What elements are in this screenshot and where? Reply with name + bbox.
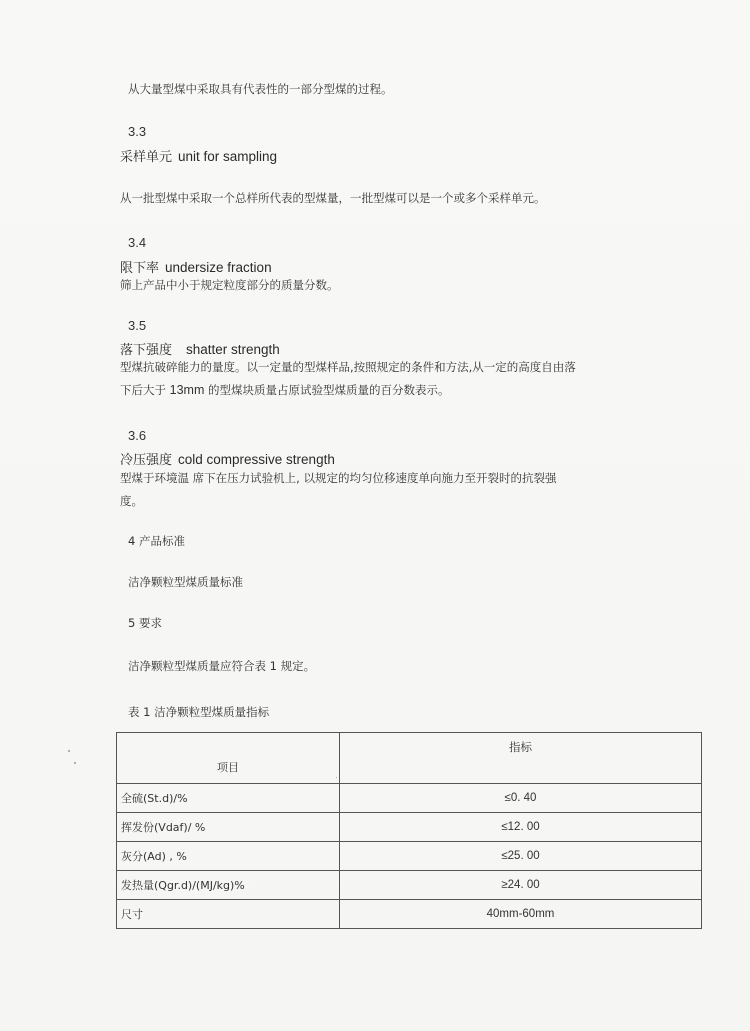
table-row xyxy=(117,900,702,929)
table-row xyxy=(117,871,702,900)
section-3-3-term-en: unit for sampling xyxy=(178,149,278,164)
section-3-6-term-en: cold compressive strength xyxy=(178,452,335,467)
table-cell-value: 40mm-60mm xyxy=(340,900,702,929)
section-3-4-term-zh: 限下率 xyxy=(120,261,160,276)
table-cell-value: ≥24. 00 xyxy=(340,871,702,900)
table-cell-value: ≤25. 00 xyxy=(340,842,702,871)
table-cell-item: 灰分(Ad) , % xyxy=(117,842,340,871)
section-3-3-definition: 从一批型煤中采取一个总样所代表的型煤量，一批型煤可以是一个或多个采样单元。 xyxy=(120,191,546,205)
section-3-5-number: 3.5 xyxy=(128,318,147,333)
table-cell-item: 尺寸 xyxy=(117,900,340,929)
section-3-5-term-zh: 落下强度 xyxy=(120,343,173,358)
section-3-6-term xyxy=(120,449,335,468)
section-3-5-definition xyxy=(120,356,640,402)
intro-text: 从大量型煤中采取具有代表性的一部分型煤的过程。 xyxy=(128,82,393,96)
section-3-4-term-en: undersize fraction xyxy=(165,260,272,275)
section-4-heading: 4 产品标准 xyxy=(128,534,185,548)
section-3-6-term-zh: 冷压强度 xyxy=(120,453,173,468)
table-row xyxy=(117,842,702,871)
table-caption: 表 1 洁净颗粒型煤质量指标 xyxy=(128,705,270,719)
table-cell-item: 发热量(Qgr.d)/(MJ/kg)% xyxy=(117,871,340,900)
table-header-item: 项目 xyxy=(117,733,340,784)
section-4-body: 洁净颗粒型煤质量标准 xyxy=(128,575,243,589)
table-cell-value: ≤0. 40 xyxy=(340,784,702,813)
section-3-5-def-size: 13mm xyxy=(169,383,205,397)
table-row xyxy=(117,784,702,813)
table-row xyxy=(117,813,702,842)
section-3-3-number: 3.3 xyxy=(128,124,147,139)
section-3-4-definition: 筛上产品中小于规定粒度部分的质量分数。 xyxy=(120,278,339,292)
section-3-6-definition xyxy=(120,467,640,513)
section-3-5-def-part-b: 的型煤块质量占原试验型煤质量的百分数表示。 xyxy=(208,383,450,397)
section-3-3-term xyxy=(120,146,277,165)
section-3-3-term-zh: 采样单元 xyxy=(120,150,173,165)
section-3-5-definition-line-2 xyxy=(120,379,640,402)
section-3-5-term-en: shatter strength xyxy=(186,342,280,357)
table-cell-value: ≤12. 00 xyxy=(340,813,702,842)
table-header-value: 指标 xyxy=(340,733,702,784)
section-3-5-def-part-a: 下后大于 xyxy=(120,383,166,397)
section-3-6-definition-line-2: 度。 xyxy=(120,494,143,508)
scan-speck xyxy=(74,762,76,764)
section-3-5-definition-line-1: 型煤抗破碎能力的量度。以一定量的型煤样品,按照规定的条件和方法,从一定的高度自由落 xyxy=(120,360,576,374)
scan-speck xyxy=(68,750,70,752)
quality-table-grid xyxy=(116,732,702,929)
scan-speck xyxy=(336,777,337,778)
table-cell-item: 挥发份(Vdaf)/ % xyxy=(117,813,340,842)
quality-table xyxy=(116,732,702,921)
table-header-row xyxy=(117,733,702,784)
table-cell-item: 全硫(St.d)/% xyxy=(117,784,340,813)
section-3-4-number: 3.4 xyxy=(128,235,147,250)
section-5-heading: 5 要求 xyxy=(128,616,162,630)
section-3-6-number: 3.6 xyxy=(128,428,147,443)
section-5-body: 洁净颗粒型煤质量应符合表 1 规定。 xyxy=(128,659,316,673)
section-3-6-definition-line-1: 型煤于环境温 席下在压力试验机上, 以规定的均匀位移速度单向施力至开裂时的抗裂强 xyxy=(120,471,557,485)
